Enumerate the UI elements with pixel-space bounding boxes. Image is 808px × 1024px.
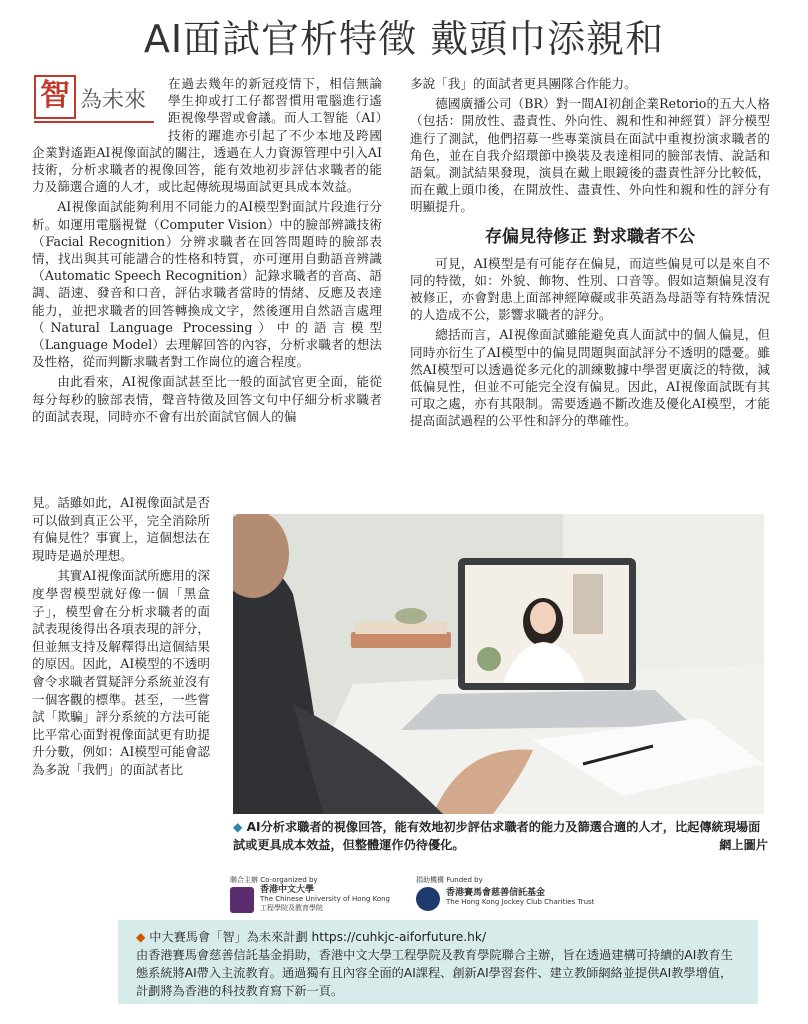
subheading: 存偏見待修正 對求職者不公 — [485, 226, 695, 247]
interview-illustration — [233, 514, 764, 814]
article-photo — [233, 514, 764, 814]
logo-mark: 智 — [34, 75, 76, 119]
column-logo — [32, 75, 162, 129]
logo-underline — [34, 121, 154, 123]
caption-text: AI分析求職者的視像回答，能有效地初步評估求職者的能力及篩選合適的人才，比起傳統現場面試或更具成本效益，但整體運作仍待優化。 — [233, 820, 761, 852]
project-footer — [118, 920, 758, 1004]
paragraph: 德國廣播公司（BR）對一間AI初創企業Retorio的五大人格（包括：開放性、盡責性、外向性、親和性和神經質）評分模型進行了測試，他們招募一些專業演員在面試中重複扮演求職者的角色，並在自我介紹環節中換裝及表達相同的臉部表情、說話和語氣。測試結果發現，演員在戴上眼鏡後的盡責性評分比較低，而在戴上頭巾後，在開放性、盡責性、外向性和親和性的評分有明顯提升。 — [410, 96, 770, 215]
right-column — [410, 75, 770, 433]
sponsor-logos — [230, 876, 610, 916]
paragraph: 多說「我」的面試者更具團隊合作能力。 — [410, 76, 637, 91]
caption-marker: ◆ — [233, 820, 243, 834]
paragraph: 總括而言，AI視像面試雖能避免真人面試中的個人偏見，但同時亦衍生了AI模型中的偏見問題與面試評分不透明的隱憂。雖然AI模型可以透過從多元化的訓練數據中學習更廣泛的特徵，減低偏見性，但並不可能完全沒有偏見。因此，AI視像面試既有其可取之處，亦有其限制。需要透過不斷改進及優化AI模型，才能提高面試過程的公平性和評分的準確性。 — [410, 327, 770, 429]
organizer-block — [230, 876, 410, 912]
photo-credit: 網上圖片 — [719, 838, 768, 852]
paragraph: 在過去幾年的新冠疫情下，相信無論學生抑或打工仔都習慣用電腦進行遙距視像學習或會議。而人工智能（AI）技術的躍進亦引起了不少本地及跨國企業對遙距AI視像面試的關注，透過在人力資源管理中引入AI技術，分析求職者的視像回答，能有效地初步評估求職者的能力及篩選合適的人才，或比起傳統現場面試更具成本效益。 — [32, 76, 382, 195]
funder-en: The Hong Kong Jockey Club Charities Trust — [446, 898, 595, 906]
organizer-cn: 香港中文大學 — [260, 885, 315, 895]
funder-block — [416, 876, 606, 906]
left-column — [32, 75, 382, 428]
paragraph: AI視像面試能夠利用不同能力的AI模型對面試片段進行分析。如運用電腦視覺（Computer Vision）中的臉部辨識技術（Facial Recognition）分辨求職者在回答問題時的臉部表情，找出與其可能譜合的性格和特質，亦可運用自動語音辨識（Automatic Speech Recognition）記錄求職者的音高、語調、語速、發音和口音，評估求職者當時的情緒、反應及表達能力，並把求職者的回答轉換成文字，然後運用自然語言處理（Natural Language Processing）中的語言模型（Language Model）去理解回答的內容，分析求職者的想法及性格，從而判斷求職者對工作崗位的適合程度。 — [32, 199, 382, 370]
organizer-label: 聯合主辦 Co-organized by — [230, 876, 318, 884]
paragraph: 見。話雖如此，AI視像面試是否可以做到真正公平，完全消除所有偏見性？事實上，這個想法在現時是過於理想。 — [32, 495, 210, 563]
footer-marker: ◆ — [136, 930, 146, 944]
organizer-sub: 工程學院及教育學院 — [260, 904, 323, 912]
photo-caption — [233, 818, 768, 854]
logo-text: 為未來 — [80, 88, 147, 113]
funder-label: 捐助機構 Funded by — [416, 876, 483, 884]
hkjc-logo-icon — [416, 887, 440, 911]
headline: AI面試官析特徵 戴頭巾添親和 — [143, 17, 665, 61]
paragraph: 由此看來，AI視像面試甚至比一般的面試官更全面，能從每分每秒的臉部表情，聲音特徵及回答文句中仔細分析求職者的面試表現，同時亦不會有出於面試官個人的偏 — [32, 374, 382, 424]
organizer-en: The Chinese University of Hong Kong — [260, 895, 390, 903]
paragraph: 其實AI視像面試所應用的深度學習模型就好像一個「黑盒子」，模型會在分析求職者的面試表現後得出各項表現的評分，但並無支持及解釋得出這個結果的原因。因此，AI模型的不透明會令求職者質疑評分系統並沒有一個客觀的標準。甚至，一些嘗試「欺騙」評分系統的方法可能比平常心面對視像面試更有助提升分數，例如：AI模型可能會認為多說「我們」的面試者比 — [32, 568, 210, 777]
footer-title: 中大賽馬會「智」為未來計劃 https://cuhkjc-aiforfuture.hk/ — [149, 930, 487, 944]
footer-body: 由香港賽馬會慈善信託基金捐助，香港中文大學工程學院及教育學院聯合主辦，旨在透過建構可持續的AI教育生態系統將AI帶入主流教育。通過獨有且內容全面的AI課程、創新AI學習套件、建立教師網絡並提供AI教學增值，計劃將為香港的科技教育寫下新一頁。 — [136, 948, 733, 998]
cuhk-crest-icon — [230, 887, 254, 913]
paragraph: 可見，AI模型是有可能存在偏見，而這些偏見可以是來自不同的特徵，如：外貌、飾物、性別、口音等。假如這類偏見沒有被修正，亦會對患上面部神經障礙或非英語為母語等有特殊情況的人造成不公，影響求職者的評分。 — [410, 255, 770, 323]
narrow-column — [32, 494, 210, 782]
funder-cn: 香港賽馬會慈善信託基金 — [446, 888, 546, 898]
